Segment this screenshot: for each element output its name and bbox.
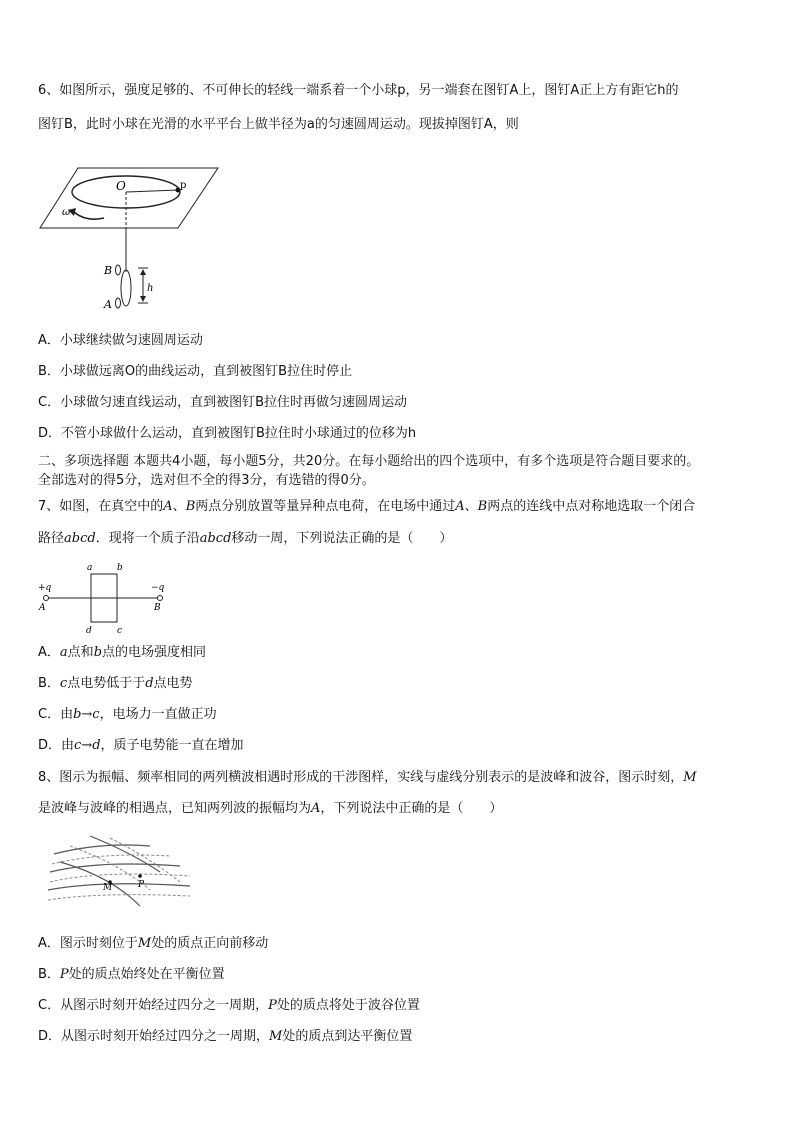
q8-option-b: B．P处的质点始终处在平衡位置: [38, 967, 225, 982]
q7-charge-a: [44, 596, 49, 601]
q8-crest-1: [54, 845, 150, 854]
q7-label-plus-q: +q: [38, 583, 52, 593]
q6-h-arrow-up: [140, 269, 146, 275]
q6-option-a: A．小球继续做匀速圆周运动: [38, 333, 203, 348]
q6-stem-line1: 6、如图所示，强度足够的、不可伸长的轻线一端系着一个小球p，另一端套在图钉A上，图钉A正上方有距它h的: [38, 83, 679, 98]
q8-trough-2: [50, 874, 190, 882]
q6-platform: [40, 168, 218, 228]
q7-stem-line2: 路径abcd．现将一个质子沿abcd移动一周，下列说法正确的是（ ）: [38, 531, 453, 546]
q6-pin-b: [116, 265, 121, 275]
q8-label-m: M: [103, 883, 113, 893]
section2-line2: 全部选对的得5分，选对但不全的得3分，有选错的得0分。: [38, 473, 375, 488]
q6-label-height: h: [147, 283, 154, 294]
q7-label-b: b: [117, 563, 123, 573]
q6-label-pin-b: B: [104, 264, 113, 277]
section2-line1: 二、多项选择题 本题共4小题，每小题5分，共20分。在每小题给出的四个选项中，有多个选项是符合题目要求的。: [38, 454, 700, 469]
q6-stem-line2: 图钉B，此时小球在光滑的水平平台上做半径为a的匀速圆周运动。现拔掉图钉A，则: [38, 117, 519, 132]
q8-trough-3: [48, 895, 190, 900]
q7-option-d: D．由c→d，质子电势能一直在增加: [38, 738, 244, 753]
q7-charge-b: [158, 596, 163, 601]
q8-stem-line1: 8、图示为振幅、频率相同的两列横波相遇时形成的干涉图样，实线与虚线分别表示的是波峰和波谷，图示时刻，M: [38, 770, 697, 785]
q6-label-omega: ω: [62, 207, 71, 218]
q8-option-a: A．图示时刻位于M处的质点正向前移动: [38, 936, 269, 951]
q6-label-center: O: [116, 179, 126, 193]
q6-label-pin-a: A: [104, 298, 112, 311]
q7-option-a: A．a点和b点的电场强度相同: [38, 645, 207, 660]
q8-label-p: P: [138, 880, 145, 890]
q7-label-A: A: [39, 603, 46, 613]
q7-stem-line1: 7、如图，在真空中的A、B两点分别放置等量异种点电荷，在电场中通过A、B两点的连线中点对称地选取一个闭合: [38, 499, 696, 514]
q7-label-minus-q: −q: [151, 583, 165, 593]
q6-figure: [38, 160, 228, 320]
q6-radius-line: [126, 190, 178, 192]
q6-rotation-arrow: [74, 212, 104, 219]
q8-stem-line2: 是波峰与波峰的相遇点，已知两列波的振幅均为A，下列说法中正确的是（ ）: [38, 801, 503, 816]
q6-option-d: D．不管小球做什么运动，直到被图钉B拉住时小球通过的位移为h: [38, 426, 417, 441]
q8-trough-1: [52, 855, 170, 864]
q7-label-B: B: [154, 603, 161, 613]
q7-label-d: d: [86, 626, 92, 636]
q6-loop: [121, 270, 131, 306]
q6-option-c: C．小球做匀速直线运动，直到被图钉B拉住时再做匀速圆周运动: [38, 395, 407, 410]
q8-option-d: D．从图示时刻开始经过四分之一周期，M处的质点到达平衡位置: [38, 1029, 413, 1044]
q6-label-ball: p: [180, 180, 187, 191]
q7-label-c: c: [117, 626, 123, 636]
q7-figure: [34, 560, 174, 636]
q7-option-c: C．由b→c，电场力一直做正功: [38, 707, 217, 722]
q7-label-a: a: [87, 563, 93, 573]
q6-option-b: B．小球做远离O的曲线运动，直到被图钉B拉住时停止: [38, 364, 353, 379]
q7-option-b: B．c点电势低于于d点电势: [38, 676, 193, 691]
q6-h-arrow-down: [140, 296, 146, 302]
q6-pin-a: [116, 298, 121, 308]
q8-option-c: C．从图示时刻开始经过四分之一周期，P处的质点将处于波谷位置: [38, 998, 420, 1013]
q8-figure: [40, 832, 200, 917]
q8-point-p: [138, 874, 142, 878]
q8-crest-4: [90, 836, 160, 872]
